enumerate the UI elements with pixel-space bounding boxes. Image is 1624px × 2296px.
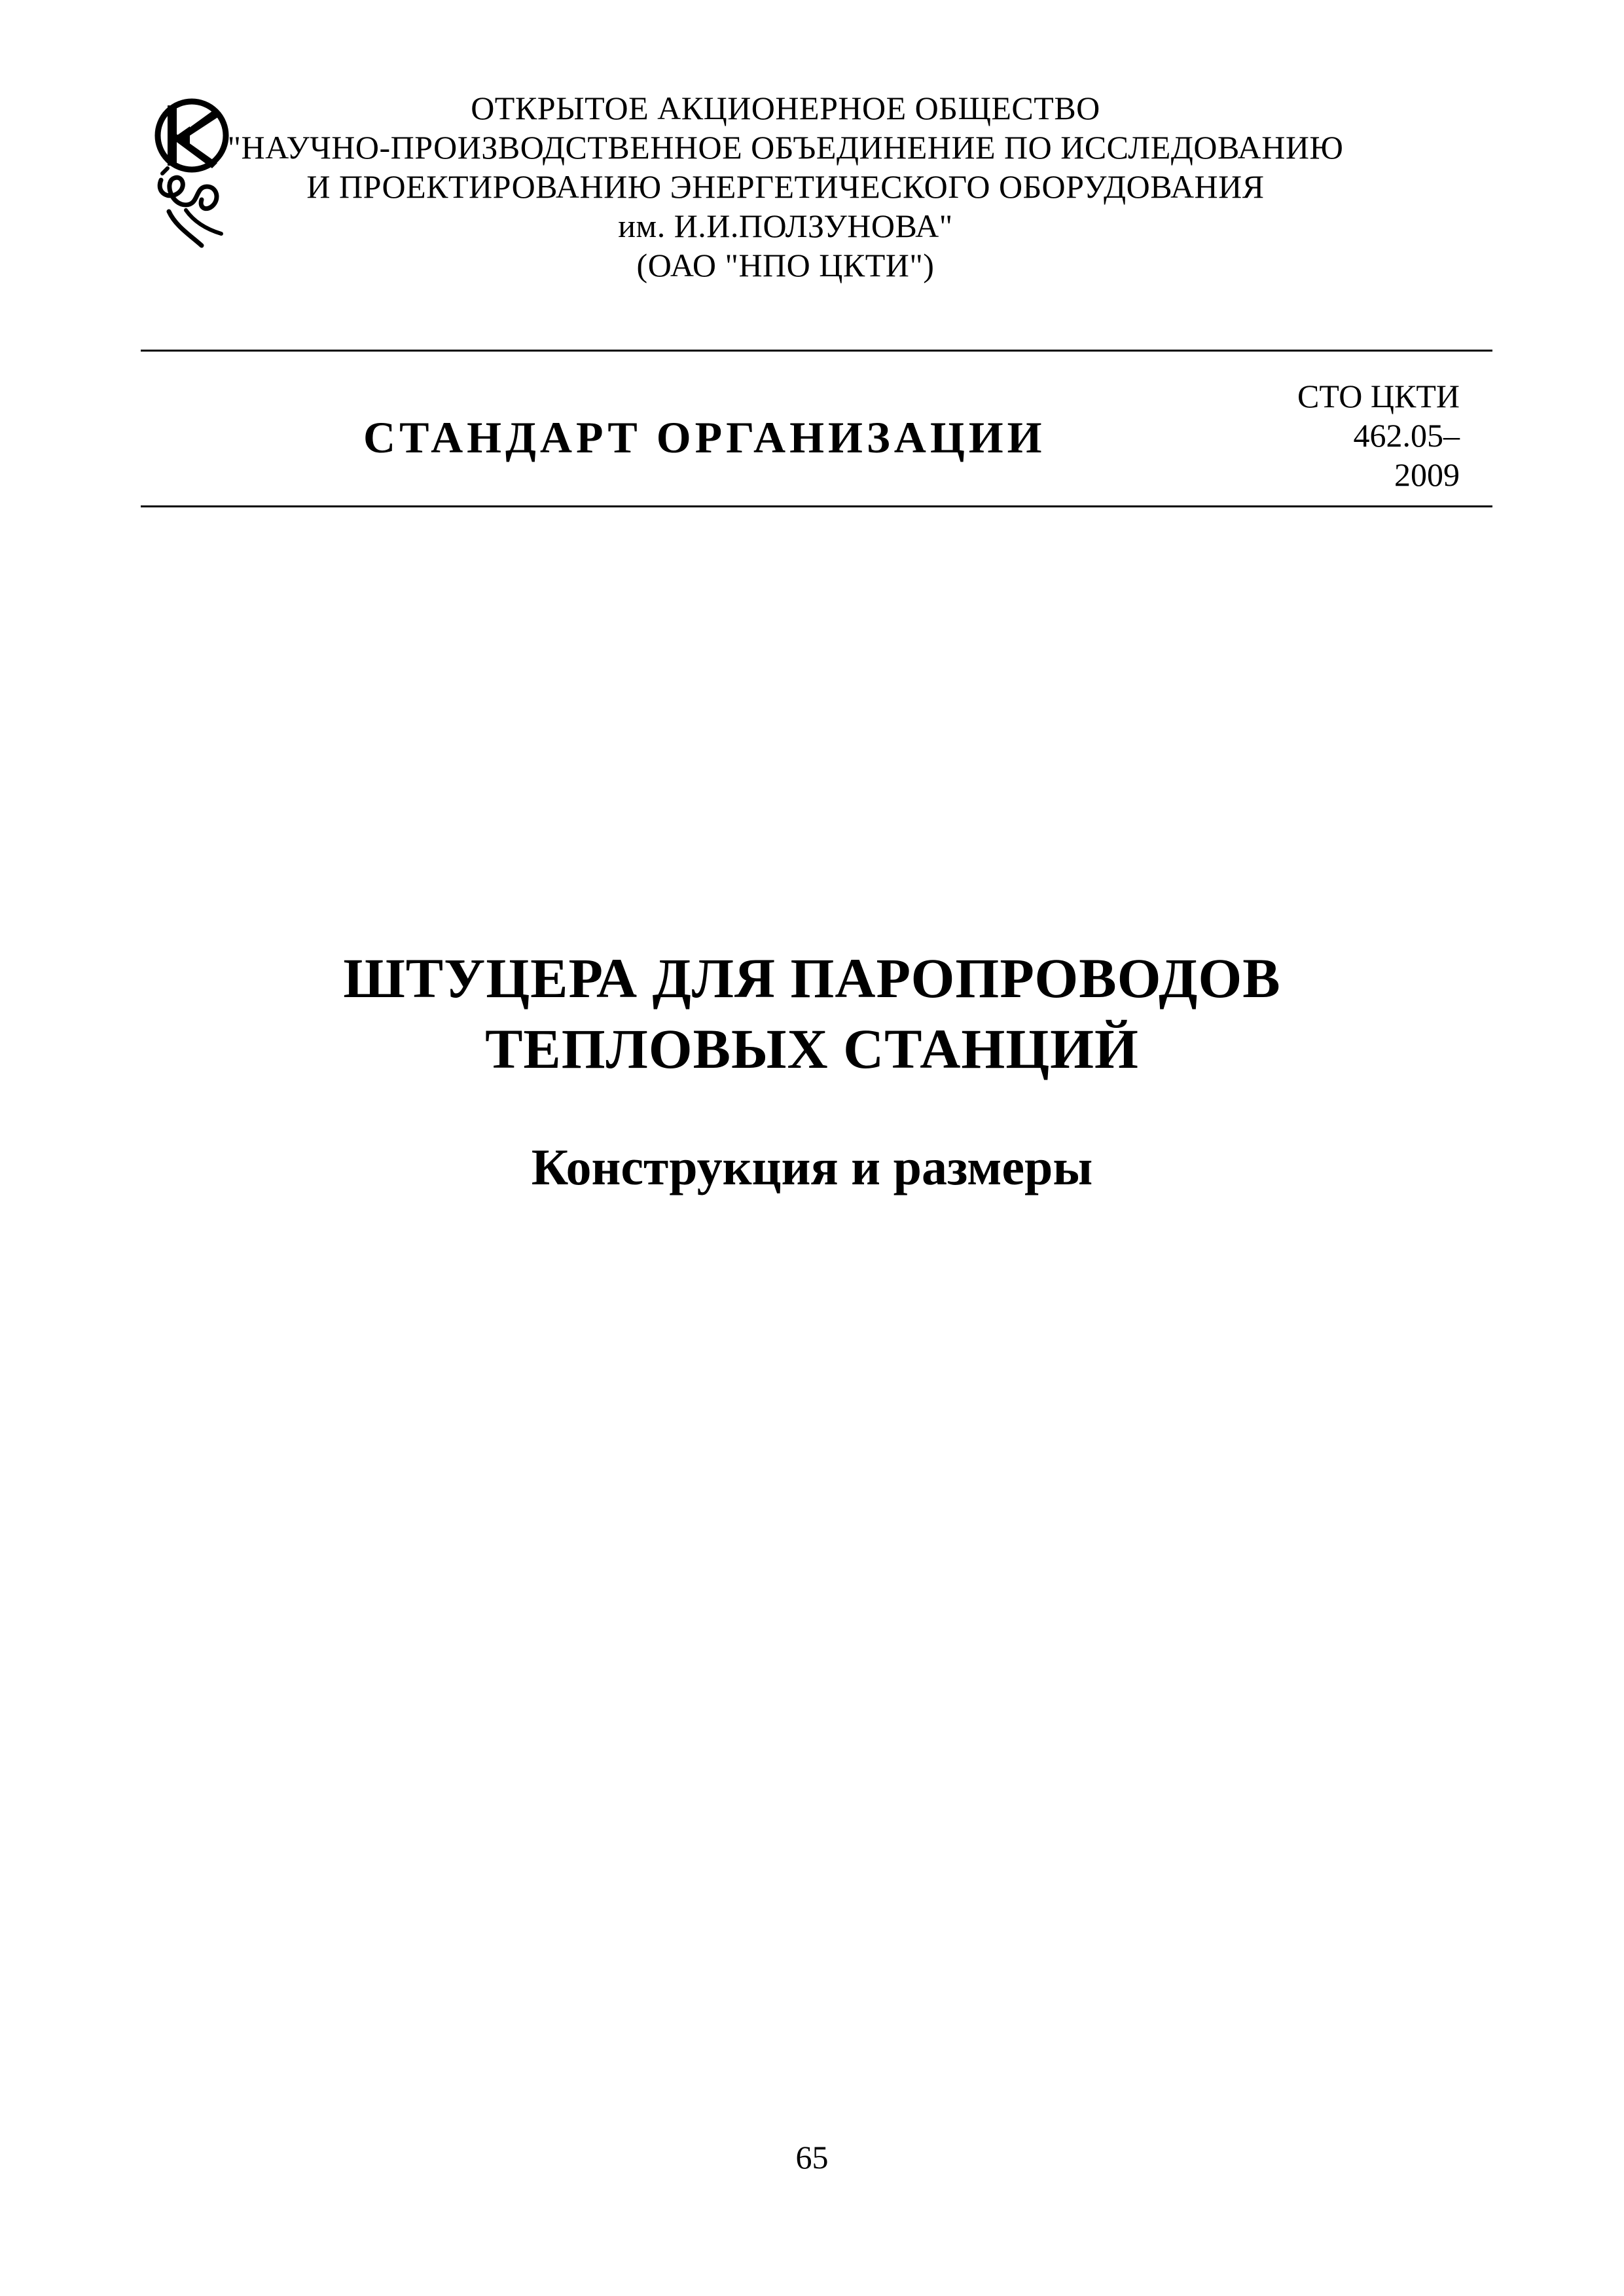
standard-code-line: СТО ЦКТИ	[1297, 378, 1460, 414]
org-line: им. И.И.ПОЛЗУНОВА"	[618, 208, 953, 244]
standard-title: СТАНДАРТ ОРГАНИЗАЦИИ	[363, 412, 1046, 462]
document-title	[0, 943, 1624, 1084]
org-line: (ОАО "НПО ЦКТИ")	[636, 247, 935, 283]
standard-code-line: 2009	[1394, 456, 1460, 493]
document-subtitle: Конструкция и размеры	[531, 1139, 1093, 1195]
page-number: 65	[795, 2139, 829, 2176]
standard-code	[1250, 376, 1460, 494]
org-line: И ПРОЕКТИРОВАНИЮ ЭНЕРГЕТИЧЕСКОГО ОБОРУДОВАНИЯ	[306, 168, 1265, 205]
org-line: "НАУЧНО-ПРОИЗВОДСТВЕННОЕ ОБЪЕДИНЕНИЕ ПО ИССЛЕДОВАНИЮ	[227, 129, 1344, 166]
org-line: ОТКРЫТОЕ АКЦИОНЕРНОЕ ОБЩЕСТВО	[471, 90, 1100, 126]
standard-code-line: 462.05–	[1353, 417, 1460, 454]
top-divider	[141, 350, 1492, 352]
organization-header	[131, 88, 1440, 285]
bottom-divider	[141, 505, 1492, 507]
document-title-line: ТЕПЛОВЫХ СТАНЦИЙ	[485, 1017, 1139, 1080]
document-title-line: ШТУЦЕРА ДЛЯ ПАРОПРОВОДОВ	[343, 947, 1281, 1010]
